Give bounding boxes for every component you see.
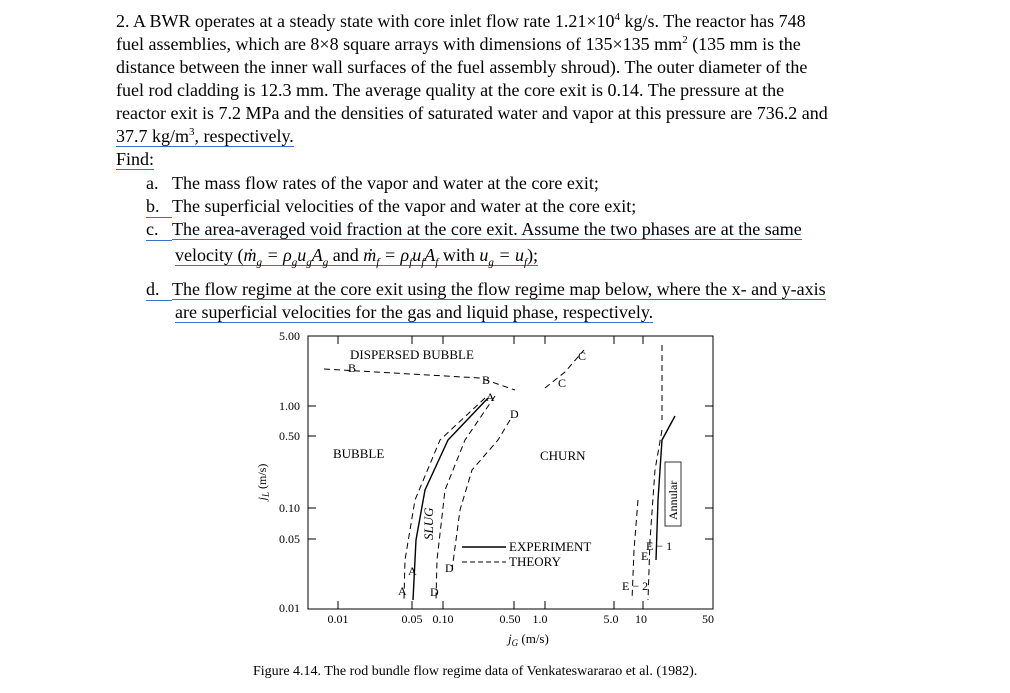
y-ticks [308,406,713,539]
point-label: E − 1 [646,539,673,553]
region-churn: CHURN [540,448,586,463]
item-d-line-2: are superficial velocities for the gas and liquid phase, respectively. [175,302,654,322]
point-label: A [398,584,407,598]
point-label: A [408,564,417,578]
list-item: a. The mass flow rates of the vapor and water at the core exit; [146,173,599,193]
find-heading: Find: [116,149,155,169]
problem-line-5: reactor exit is 7.2 MPa and the densities of saturated water and vapor at this pressure are 736.2 and [116,103,828,123]
problem-line-6: 37.7 $kg/m^3$, respectively. [116,126,294,146]
x-tick-label: 50 [702,612,714,626]
problem-line-2: fuel assemblies, which are 8×8 square arrays with dimensions of 135×135 $mm^2$ (135 mm is the [116,34,801,54]
y-tick-label: 5.00 [279,329,300,343]
x-tick-label: 10 [635,612,647,626]
y-tick-label: 1.00 [279,399,300,413]
problem-line-3: distance between the inner wall surfaces of the fuel assembly shroud). The outer diameter of the [116,57,808,77]
point-label: E [641,549,649,563]
y-tick-label: 0.05 [279,532,300,546]
point-label: C [578,349,587,363]
y-axis-title: $j_L$ (m/s) [255,463,271,501]
region-bubble: BUBBLE [333,446,385,461]
region-annular: Annular [666,480,680,520]
problem-line-1: 2. A BWR operates at a steady state with core inlet flow rate $1.21\times 10^4$ kg/s. The reactor has 748 [116,11,806,31]
point-label: D [430,585,439,599]
figure-caption: Figure 4.14. The rod bundle flow regime data of Venkateswararao et al. (1982). [253,664,698,679]
point-label: D [445,561,454,575]
list-item: d. The flow regime at the core exit using the flow regime map below, where the x- and y-axis [146,279,826,299]
x-tick-label: 0.50 [499,612,521,626]
item-c-equation: velocity (ṁ$_g$ = $\rho_gu_gA_g$ and ṁ$_f$ = $\rho_fu_fA_f$ with $u_g = u_f$); [175,245,539,269]
x-ticks [338,336,643,609]
point-label: D [510,407,519,421]
x-tick-label: 5.0 [603,612,619,626]
y-tick-label: 0.50 [279,429,300,443]
x-axis-title: $j_G$ (m/s) [508,631,549,648]
y-tick-label: 0.01 [279,601,300,615]
legend-experiment-label: EXPERIMENT [509,539,592,554]
problem-line-4: fuel rod cladding is 12.3 mm. The average quality at the core exit is 0.14. The pressure at the [116,80,785,100]
x-tick-label: 0.01 [327,612,349,626]
x-tick-label: 1.0 [532,612,548,626]
point-label: E − 2 [622,579,649,593]
legend [462,539,591,569]
y-tick-label: 0.10 [279,501,300,515]
theory-boundaries [324,345,662,600]
list-item: c. The area-averaged void fraction at the core exit. Assume the two phases are at the same [146,219,802,239]
x-tick-label: 0.10 [432,612,454,626]
region-dispersed-bubble: DISPERSED BUBBLE [350,347,474,362]
point-label: C [558,376,567,390]
legend-theory-label: THEORY [509,554,561,569]
point-label: A [486,390,495,404]
point-label: B [348,361,357,375]
list-item: b. The superficial velocities of the vapor and water at the core exit; [146,196,637,216]
x-tick-label: 0.05 [401,612,423,626]
region-slug: SLUG [421,507,436,540]
point-label: B [482,373,491,387]
